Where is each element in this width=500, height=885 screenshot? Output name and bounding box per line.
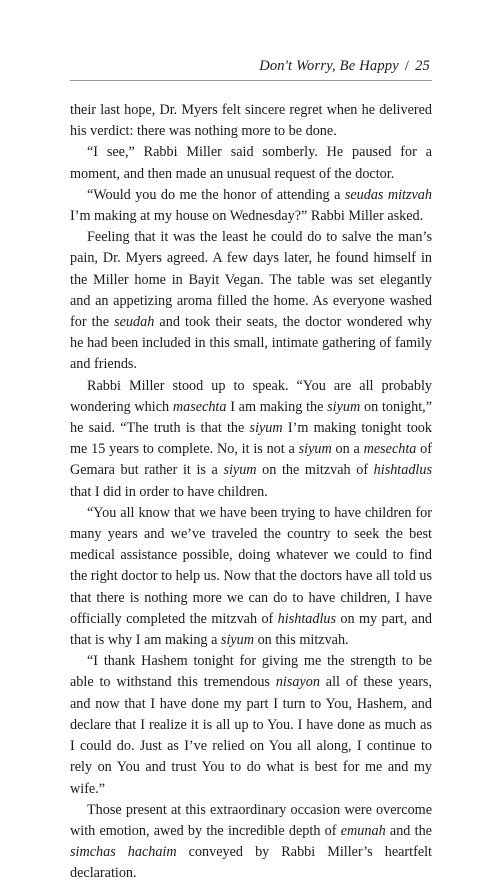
italic-term: seudah	[114, 314, 155, 331]
italic-term: siyum	[249, 420, 283, 437]
page-number: 25	[415, 58, 430, 74]
italic-term: hishtadlus	[277, 610, 337, 627]
paragraph	[70, 142, 432, 184]
italic-term: masechta	[172, 398, 227, 415]
text-run: and took their seats, the doctor wondered why he had been included in this small, intimate gathering of family and friends.	[70, 314, 432, 373]
text-run: Those present at this extraordinary occasion were overcome with emotion, awed by the incredible depth of	[70, 801, 432, 839]
running-header	[259, 58, 430, 75]
text-run: “I thank Hashem tonight for giving me the strength to be able to withstand this tremendous	[70, 653, 432, 691]
text-run: and the	[385, 822, 432, 839]
header-rule	[70, 80, 432, 81]
italic-term: seudas mitzvah	[344, 186, 432, 203]
text-run: “Would you do me the honor of attending a	[87, 186, 345, 203]
italic-term: mesechta	[363, 441, 417, 458]
text-run: conveyed by Rabbi Miller’s heartfelt declaration.	[70, 844, 432, 882]
paragraph	[70, 376, 432, 503]
body-text	[70, 100, 432, 885]
text-run: on my part, and that is why I am making a	[70, 610, 433, 649]
text-run: on tonight,” he said. “The truth is that the	[70, 398, 432, 437]
italic-term: simchas hachaim	[70, 844, 177, 861]
text-run: Feeling that it was the least he could do to salve the man’s pain, Dr. Myers agreed. A few days later, he found himself in the Miller home in Bayit Vegan. The table was set elegantly and an appetizing aroma filled the home. As everyone washed for the	[70, 229, 432, 331]
text-run: of Gemara but rather it is a	[70, 441, 432, 479]
text-run: that I did in order to have children.	[70, 483, 268, 500]
italic-term: siyum	[220, 632, 255, 649]
italic-term: nisayon	[275, 674, 320, 691]
running-title: Don't Worry, Be Happy	[259, 58, 399, 74]
text-run: I am making the	[226, 398, 328, 415]
paragraph	[70, 227, 432, 375]
italic-term: siyum	[223, 462, 257, 479]
text-run: I’m making at my house on Wednesday?” Rabbi Miller asked.	[70, 208, 424, 225]
italic-term: siyum	[327, 398, 361, 415]
text-run: “I see,” Rabbi Miller said somberly. He paused for a moment, and then made an unusual request of the doctor.	[70, 144, 432, 182]
italic-term: hishtadlus	[373, 462, 432, 479]
paragraph	[70, 651, 432, 799]
text-run: on this mitzvah.	[254, 632, 349, 649]
text-run: on the mitzvah of	[256, 462, 374, 479]
paragraph	[70, 185, 432, 227]
italic-term: emunah	[340, 822, 386, 839]
paragraph	[70, 503, 432, 651]
text-run: Rabbi Miller stood up to speak. “You are all probably wondering which	[70, 377, 432, 415]
header-separator: /	[404, 58, 410, 74]
text-run: I’m making tonight took me 15 years to complete. No, it is not a	[70, 420, 432, 458]
paragraph	[70, 100, 432, 142]
paragraph	[70, 800, 432, 885]
text-run: their last hope, Dr. Myers felt sincere regret when he delivered his verdict: there was nothing more to be done.	[70, 102, 432, 140]
text-run: “You all know that we have been trying to have children for many years and we’ve traveled the country to seek the best medical assistance possible, doing whatever we could to find the right doctor to help us. Now that the doctors have all told us that there is nothing more we can do to have children, I have officially completed the mitzvah of	[70, 504, 432, 627]
text-run: on a	[331, 441, 364, 458]
italic-term: siyum	[298, 441, 332, 458]
text-run: all of these years, and now that I have done my part I turn to You, Hashem, and declare that I realize it is all up to You. I have done as much as I could do. Just as I’ve relied on You all along, I continue to rely on You and trust You to do what is best for me and my wife.”	[70, 674, 433, 797]
